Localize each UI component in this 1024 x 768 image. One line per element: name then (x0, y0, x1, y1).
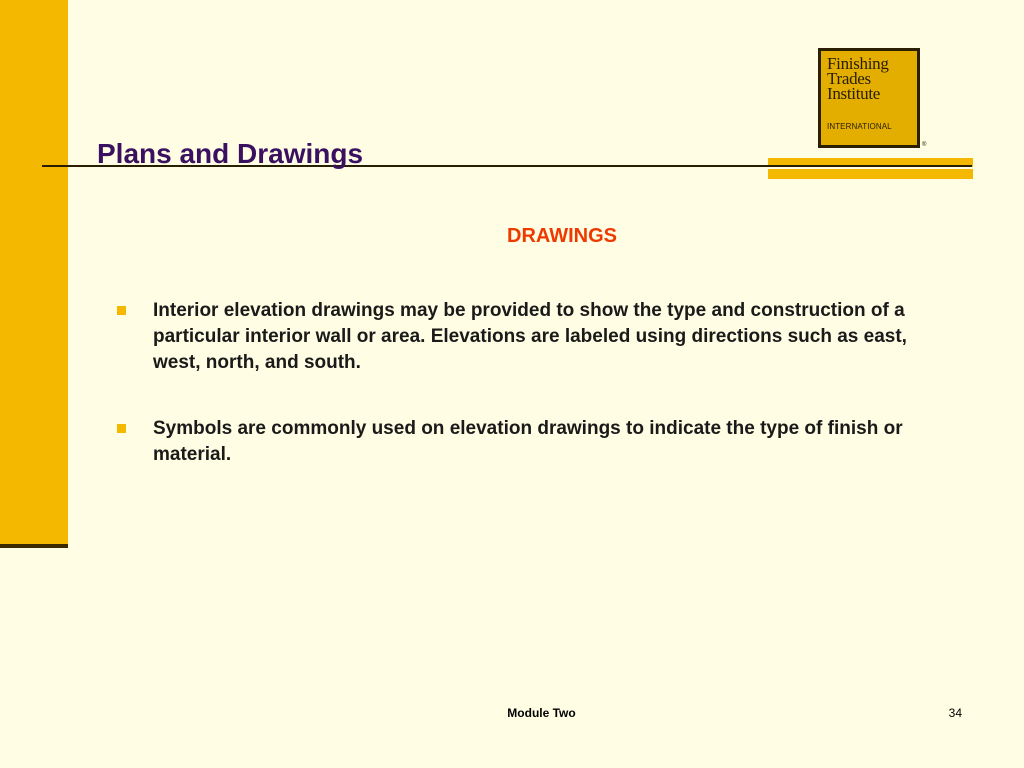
bullet-item (114, 298, 954, 376)
left-accent-rule (0, 544, 68, 548)
left-accent-bar (0, 0, 68, 545)
logo-line-2: Trades (827, 69, 871, 88)
bullet-text: Symbols are commonly used on elevation drawings to indicate the type of finish or material. (153, 418, 903, 465)
bullet-list (114, 298, 954, 508)
bullet-item (114, 416, 954, 468)
registered-mark: ® (922, 142, 927, 148)
title-accent-gap (768, 167, 973, 169)
slide-title: Plans and Drawings (97, 138, 364, 169)
page-number: 34 (948, 706, 962, 720)
logo-line-3: Institute (827, 84, 881, 103)
section-heading: DRAWINGS (507, 225, 617, 247)
logo-line-1: Finishing (827, 54, 889, 73)
footer-module: Module Two (507, 706, 576, 720)
square-bullet-icon (117, 306, 126, 315)
square-bullet-icon (117, 424, 126, 433)
bullet-text: Interior elevation drawings may be provided to show the type and construction of a particular interior wall or area. Elevations are labeled using directions such as east, west, north, and south. (153, 300, 907, 373)
logo-international: INTERNATIONAL (827, 122, 892, 131)
institute-logo (818, 48, 920, 148)
